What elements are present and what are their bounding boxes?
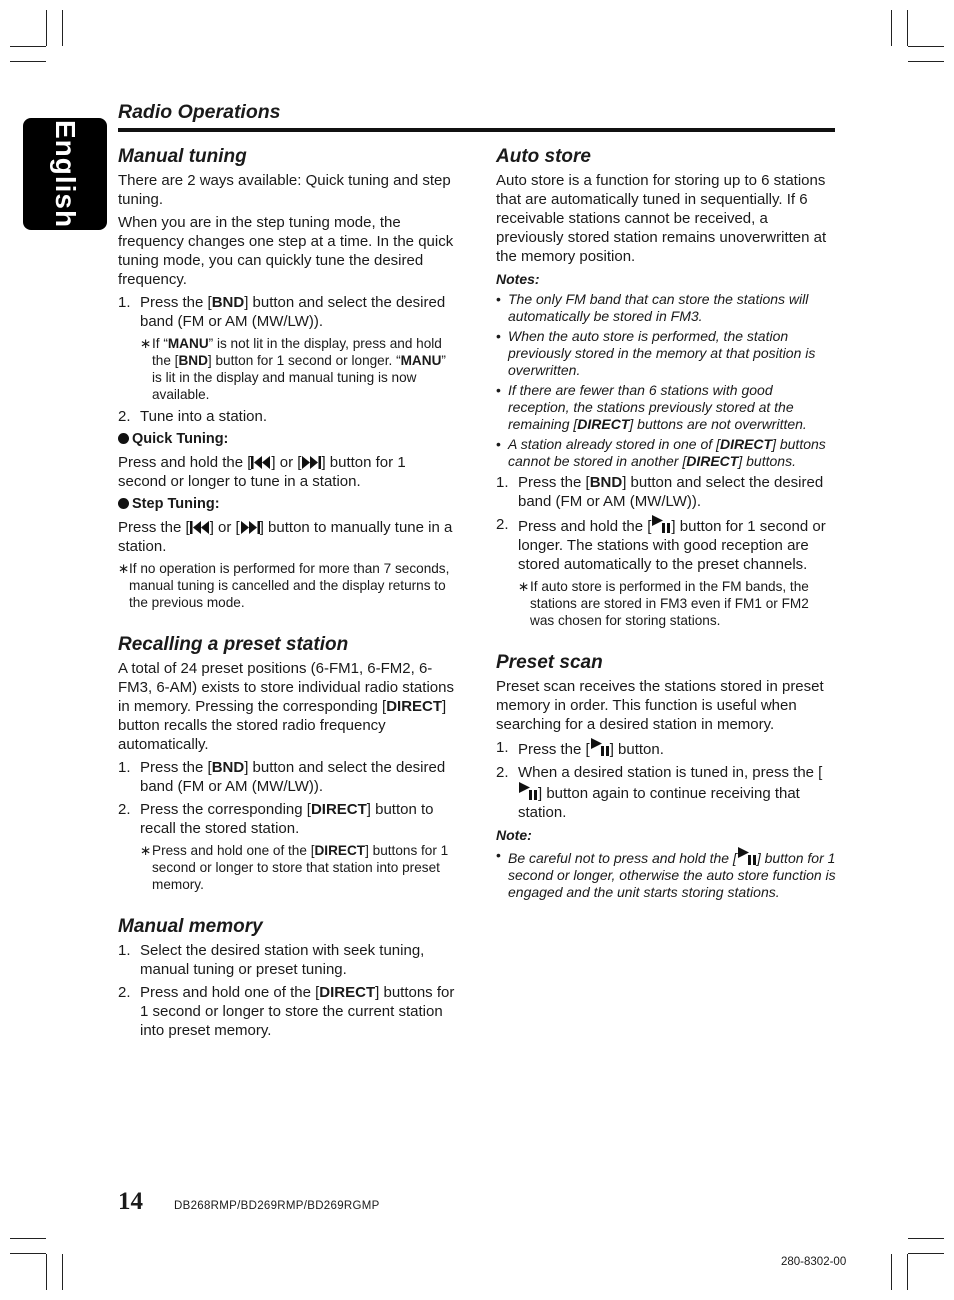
crop-mark [62, 10, 63, 46]
recalling-intro: A total of 24 preset positions (6-FM1, 6-FM2, 6-FM3, 6-AM) exists to store individual radio stations in memory. Pressing the corresponding [DIRECT] button recalls the stored radio frequency automatically. [118, 660, 454, 753]
bnd-key: BND [211, 294, 245, 311]
step-tuning-text: Press the [ ] or [ ] button to manually tune in a station. [118, 519, 453, 555]
crop-mark [908, 1253, 944, 1254]
auto-store-note-1: • The only FM band that can store the stations will automatically be stored in FM3. [496, 291, 809, 324]
recalling-note: ∗ Press and hold one of the [DIRECT] buttons for 1 second or longer to store that station into preset memory. [140, 843, 449, 892]
model-numbers: DB268RMP/BD269RMP/BD269RGMP [174, 1200, 380, 1212]
crop-mark [10, 61, 46, 62]
skip-previous-icon [190, 521, 210, 534]
crop-mark [10, 1253, 46, 1254]
crop-mark [908, 61, 944, 62]
crop-mark [907, 1254, 908, 1290]
right-column [496, 145, 836, 904]
timeout-note: ∗ If no operation is performed for more than 7 seconds, manual tuning is cancelled and the display returns to the previous mode. [118, 561, 450, 610]
preset-scan-note: • Be careful not to press and hold the [ ] button for 1 second or longer, otherwise the auto store function is engaged and the unit starts storing stations. [496, 847, 836, 900]
left-column [118, 145, 458, 1044]
language-tab [23, 118, 107, 230]
skip-next-icon [301, 456, 321, 469]
part-number: 280-8302-00 [781, 1256, 847, 1268]
preset-scan-step-1: 1. Press the [ ] button. [496, 739, 664, 758]
crop-mark [10, 46, 46, 47]
preset-scan-heading: Preset scan [496, 652, 603, 673]
filled-circle-bullet-icon [118, 498, 129, 509]
manual-tuning-heading: Manual tuning [118, 146, 247, 167]
crop-mark [891, 1254, 892, 1290]
preset-scan-intro: Preset scan receives the stations stored in preset memory in order. This function is useful when searching for a desired station in memory. [496, 678, 824, 733]
skip-previous-icon [251, 456, 271, 469]
play-pause-icon [518, 782, 538, 800]
auto-store-fm-note: ∗ If auto store is performed in the FM bands, the stations are stored in FM3 even if FM1 or FM2 was chosen for storing stations. [518, 579, 809, 628]
language-tab-label: English [50, 119, 81, 229]
manual-tuning-step-2: 2. Tune into a station. [118, 408, 268, 425]
skip-next-icon [240, 521, 260, 534]
preset-scan-step-2: 2. When a desired station is tuned in, press the [] button again to continue receiving that station. [496, 764, 823, 821]
auto-store-heading: Auto store [496, 146, 591, 167]
auto-store-note-4: • A station already stored in one of [DIRECT] buttons cannot be stored in another [DIRECT] buttons. [496, 436, 826, 469]
preset-scan-note-title: Note: [496, 827, 532, 843]
manual-memory-heading: Manual memory [118, 916, 263, 937]
section-rule [118, 128, 835, 132]
manual-tuning-intro: There are 2 ways available: Quick tuning and step tuning. [118, 172, 451, 208]
page-number: 14 [118, 1188, 143, 1215]
crop-mark [62, 1254, 63, 1290]
manual-memory-step-1: 1. Select the desired station with seek tuning, manual tuning or preset tuning. [118, 942, 425, 978]
play-pause-icon [737, 847, 757, 865]
quick-tuning-label: Quick Tuning: [118, 430, 458, 449]
manual-tuning-step-1: 1. Press the [BND] button and select the desired band (FM or AM (MW/LW)). [118, 294, 446, 330]
quick-tuning-text: Press and hold the [ ] or [ ] button for 1 second or longer to tune in a station. [118, 454, 406, 490]
manu-note: ∗ If “MANU” is not lit in the display, press and hold the [BND] button for 1 second or longer. “MANU” is lit in the display and manual tuning is now available. [140, 336, 446, 402]
section-title: Radio Operations [118, 101, 281, 123]
recalling-step-2: 2. Press the corresponding [DIRECT] button to recall the stored station. [118, 801, 434, 837]
crop-mark [908, 1238, 944, 1239]
auto-store-notes-title: Notes: [496, 271, 540, 287]
step-tuning-label: Step Tuning: [118, 495, 458, 514]
recalling-step-1: 1. Press the [BND] button and select the desired band (FM or AM (MW/LW)). [118, 759, 446, 795]
manual-tuning-description: When you are in the step tuning mode, the frequency changes one step at a time. In the quick tuning mode, you can quickly tune the desired frequency. [118, 214, 454, 288]
manual-memory-step-2: 2. Press and hold one of the [DIRECT] buttons for 1 second or longer to store the current station into preset memory. [118, 984, 455, 1039]
auto-store-step-2: 2. Press and hold the [ ] button for 1 second or longer. The stations with good reception are stored automatically to the preset channels. [496, 516, 826, 573]
filled-circle-bullet-icon [118, 433, 129, 444]
auto-store-step-1: 1. Press the [BND] button and select the desired band (FM or AM (MW/LW)). [496, 474, 824, 510]
auto-store-intro: Auto store is a function for storing up to 6 stations that are automatically tuned in sequentially. If 6 receivable stations cannot be received, a previously stored station remains unoverwritten at the memory position. [496, 172, 827, 265]
crop-mark [10, 1238, 46, 1239]
crop-mark [907, 10, 908, 46]
play-pause-icon [590, 738, 610, 756]
crop-mark [46, 1254, 47, 1290]
recalling-heading: Recalling a preset station [118, 634, 349, 655]
crop-mark [908, 46, 944, 47]
play-pause-icon [651, 515, 671, 533]
crop-mark [46, 10, 47, 46]
auto-store-note-2: • When the auto store is performed, the station previously stored in the memory at that position is overwritten. [496, 328, 816, 378]
auto-store-note-3: • If there are fewer than 6 stations with good reception, the stations previously stored at the remaining [DIRECT] buttons are not overwritten. [496, 382, 807, 432]
crop-mark [891, 10, 892, 46]
